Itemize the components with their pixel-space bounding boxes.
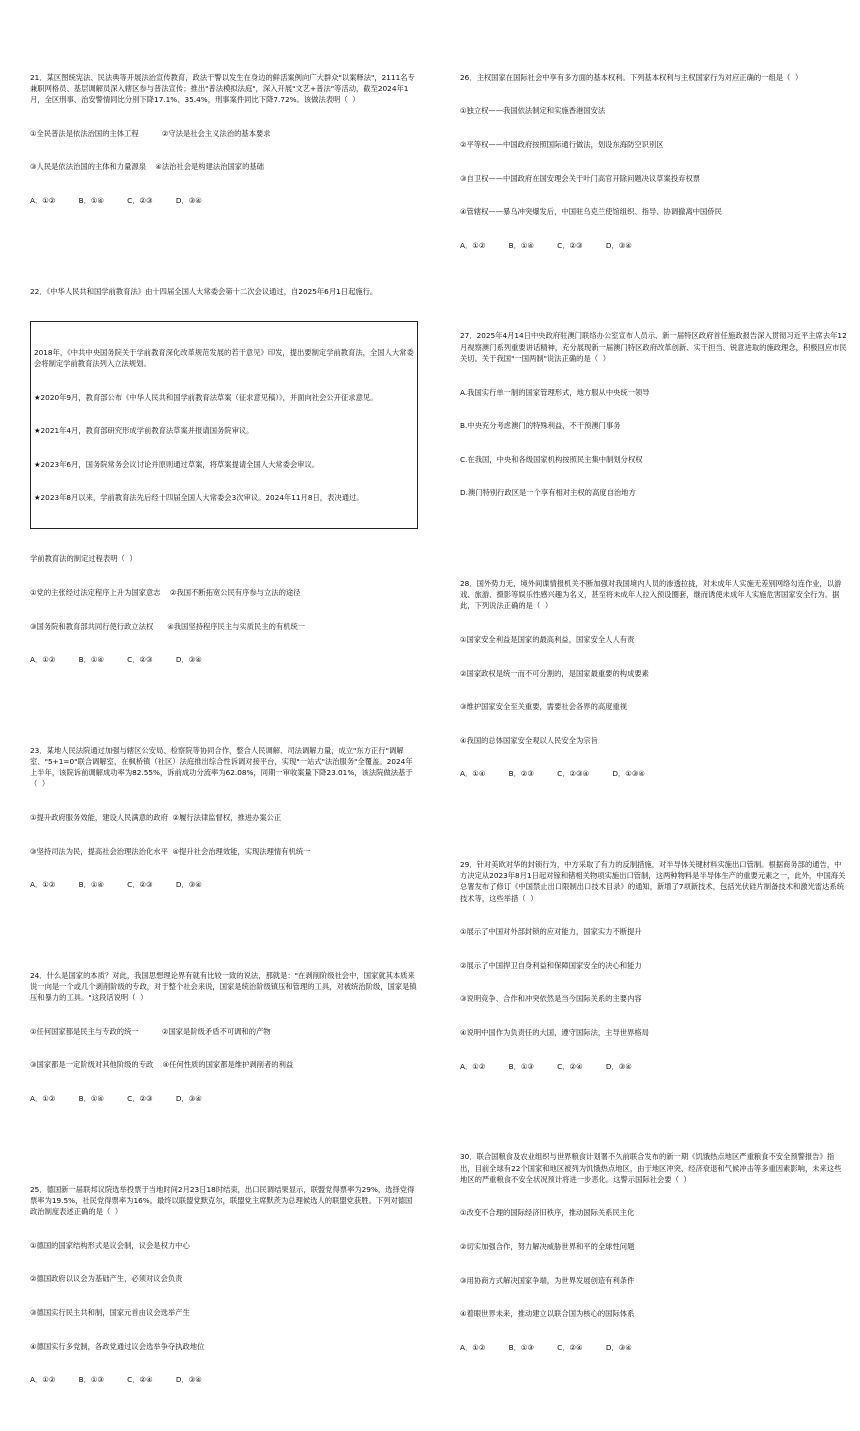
question-25-opt-4: ④德国实行多党制，各政党通过议会选举争夺执政地位 — [30, 1341, 205, 1351]
question-27-opt-b: B.中央充分考虑澳门的特殊利益，不干预澳门事务 — [460, 421, 621, 431]
question-26-opt-3: ③自卫权——中国政府在国安理会关于叶门高官开除问题决议草案投弃权票 — [460, 173, 701, 183]
question-29-opt-1: ①展示了中国对外部封锁的应对能力，国家实力不断提升 — [460, 927, 642, 937]
timeline-item: ★2021年4月，教育部研究形成学前教育法草案并报请国务院审议。 — [34, 426, 254, 436]
question-21-opts-line-2: ③人民是依法治国的主体和力量源泉 ④法治社会是构建法治国家的基础 — [30, 162, 264, 172]
right-column — [460, 27, 848, 1399]
question-24 — [30, 947, 418, 1126]
question-24-text: 24．什么是国家的本质？对此，我国思想理论界有就有比较一致的说法，那就是："在剥削阶级社会中，国家就其本质来说一向是一个或几个剥削阶级的专政，对于整个社会来说，国家是统治阶级镇压和管理的工具，对被统治阶级，国家是镇压和暴力的工具。"这段话说明（ ） — [30, 970, 417, 1003]
question-29-answers: A．①② B．①③ C．②④ D．③④ — [460, 1061, 632, 1071]
question-28-opt-3: ③维护国家安全至关重要，需要社会各界的高度重视 — [460, 702, 628, 712]
question-22-text: 22．《中华人民共和国学前教育法》由十四届全国人大常委会第十二次会议通过，自2025年6月1日起施行。 — [30, 286, 378, 296]
question-21 — [30, 49, 418, 228]
question-23-opts-line-2: ③坚持司法为民，提高社会治理法治化水平 ④提升社会治理效能，实现法理情有机统一 — [30, 846, 311, 856]
question-30-opt-3: ③用协商方式解决国家争端，为世界发展创造有利条件 — [460, 1275, 635, 1285]
question-25-text: 25．德国新一届联邦议院选举投票于当地时间2月23日18时结束，出口民调结果显示，联盟党得票率为29%，选择党得票率为19.5%，社民党得票率为16%。最终以联盟党默克尔，联盟党主席默茨为总理候选人的联盟党获胜。下列对德国政治制度表述正确的是（ ） — [30, 1184, 415, 1217]
question-29-opt-2: ②展示了中国捍卫自身利益和保障国家安全的决心和能力 — [460, 960, 642, 970]
timeline-item: ★2020年9月，教育部公布《中华人民共和国学前教育法草案（征求意见稿）》，并面向社会公开征求意见。 — [34, 392, 378, 402]
question-24-opts-line-1: ①任何国家都是民主与专政的统一 ②国家是阶级矛盾不可调和的产物 — [30, 1026, 271, 1036]
question-26 — [460, 49, 848, 273]
question-24-answers: A．①② B．①④ C．②③ D．③④ — [30, 1094, 202, 1104]
question-22-stem: 学前教育法的制定过程表明（ ） — [30, 554, 137, 564]
question-25-answers: A．①② B．①③ C．②④ D．③④ — [30, 1375, 202, 1385]
question-27-opt-d: D.澳门特别行政区是一个享有相对主权的高度自治地方 — [460, 488, 636, 498]
question-25-opt-3: ③德国实行民主共和制，国家元首由议会选举产生 — [30, 1307, 190, 1317]
question-23 — [30, 722, 418, 912]
question-30 — [460, 1129, 848, 1375]
question-22-opts-line-2: ③国务院和教育部共同行使行政立法权 ④我国坚持程序民主与实质民主的有机统一 — [30, 621, 306, 631]
question-29-opt-4: ④说明中国作为负责任的大国，遵守国际法，主导世界格局 — [460, 1028, 649, 1038]
question-30-text: 30．联合国粮食及农业组织与世界粮食计划署不久前联合发布的新一期《饥饿热点地区严重粮食不安全预警报告》指出，目前全球有22个国家和地区被列为饥饿热点地区，由于地区冲突、经济衰退和气候冲击等多重因素影响，未来这些地区的严重粮食不安全状况预计将进一步恶化。这警示国际社会要（ ） — [460, 1152, 842, 1184]
question-26-opt-2: ②平等权——中国政府按照国际通行做法，划设东海防空识别区 — [460, 140, 664, 150]
question-29-opt-3: ③说明竞争、合作和冲突依然是当今国际关系的主要内容 — [460, 994, 642, 1004]
question-21-answers: A．①② B．①④ C．②③ D．③④ — [30, 196, 202, 206]
column-divider — [430, 20, 431, 590]
question-27-text: 27．2025年4月14日中央政府驻澳门联络办公室宣布人员示、新一届特区政府首任施政报告深入贯彻习近平主席去年12月视察澳门系列重要讲话精神，充分展现新一届澳门特区政府改革创新、实干担当、锐意进取的施政理念，积极回应市民关切。关于我国"一国两制"说法正确的是（ ） — [460, 331, 847, 363]
question-30-opt-1: ①改变不合理的国际经济旧秩序，推动国际关系民主化 — [460, 1208, 635, 1218]
question-21-opts-line-1: ①全民普法是依法治国的主体工程 ②守法是社会主义法治的基本要求 — [30, 128, 271, 138]
question-27-opt-a: A.我国实行单一制的国家管理形式，地方服从中央统一领导 — [460, 387, 650, 397]
question-22-timeline-box — [30, 321, 418, 529]
question-26-opt-4: ④管辖权——暴乌冲突爆发后，中国驻乌克兰使馆组织、指导、协调撤离中国侨民 — [460, 207, 722, 217]
question-25-opt-1: ①德国的国家结构形式是议会制，议会是权力中心 — [30, 1240, 190, 1250]
question-23-opts-line-1: ①提升政府服务效能，建设人民满意的政府 ②履行法律监督权，推进办案公正 — [30, 813, 282, 823]
question-28-opt-2: ②国家政权是统一而不可分割的，是国家最重要的构成要素 — [460, 668, 649, 678]
question-24-opts-line-2: ③国家都是一定阶级对其他阶级的专政 ④任何性质的国家都是维护剥削者的利益 — [30, 1060, 294, 1070]
question-25-opt-2: ②德国政府以议会为基础产生，必须对议会负责 — [30, 1274, 183, 1284]
question-21-text: 21．某区图统宪法、民法典等开展法治宣传教育，政法干警以发生在身边的鲜活案例向广大群众"以案释法"，2111名专兼职网格员、基层调解员深入辖区参与普法宣传；推出"普法模拟法庭"，深入开展"文艺+普法"等活动，截至2024年1月，全区刑事、治安警情同比分别下降17.1%、35.4%，刑事案件同比下降7.72%。该做法表明（ ） — [30, 72, 415, 105]
question-29 — [460, 837, 848, 1095]
timeline-item: 2018年，《中共中央国务院关于学前教育深化改革规范发展的若干意见》印发，提出要制定学前教育法，全国人大常委会将制定学前教育法列入立法规划。 — [34, 347, 414, 368]
question-28-opt-1: ①国家安全利益是国家的最高利益，国家安全人人有责 — [460, 634, 635, 644]
question-23-text: 23．某地人民法院通过加强与辖区公安局、检察院等协同合作，整合人民调解、司法调解力量，成立"东方正行"调解室、"5+1=0"联合调解室，在枫桥镇（社区）法庭推出综合性诉调对接平台，实现"一站式"法治服务"全覆盖。2024年上半年，该院诉前调解成功率为82.55%，诉前成功分流率为62.08%，同期一审收案量下降23.01%，该法院做法基于（ ） — [30, 745, 413, 789]
left-column — [30, 27, 418, 1431]
question-30-opt-4: ④着眼世界未来，推动建立以联合国为核心的国际体系 — [460, 1309, 635, 1319]
timeline-item: ★2023年6月，国务院常务会议讨论并原则通过草案，将草案提请全国人大常委会审议。 — [34, 459, 320, 469]
question-28-text: 28．国外势力无，境外间谍情报机关不断加强对我国境内人员的渗透拉拢，对未成年人实施无差别网络勾连作业，以游戏、旅游、摄影等娱乐性感兴趣为名义，甚至将未成年人拉入预设圈套，继而诱使未成年人实施危害国家安全行为。据此，下列说法正确的是（ ） — [460, 578, 842, 611]
question-26-text: 26．主权国家在国际社会中享有多方面的基本权利。下列基本权利与主权国家行为对应正确的一组是（ ） — [460, 72, 803, 82]
question-30-opt-2: ②切实加强合作，努力解决威胁世界和平的全球性问题 — [460, 1241, 635, 1251]
question-25 — [30, 1161, 418, 1407]
question-23-answers: A．①② B．①④ C．②③ D．③④ — [30, 880, 202, 890]
question-22-opts-line-1: ①党的主张经过法定程序上升为国家意志 ②我国不断拓宽公民有序参与立法的途径 — [30, 587, 301, 597]
question-26-answers: A．①② B．①④ C．②③ D．③④ — [460, 240, 632, 250]
question-28-answers: A．①④ B．②③ C．②③④ D．①③④ — [460, 769, 645, 779]
question-28-opt-4: ④我国的总体国家安全观以人民安全为宗旨 — [460, 735, 598, 745]
question-22-answers: A．①② B．①④ C．②③ D．③④ — [30, 655, 202, 665]
question-27-opt-c: C.在我国，中央和各级国家机构按照民主集中制划分权权 — [460, 454, 643, 464]
question-26-opt-1: ①独立权——我国依法制定和实施香港国安法 — [460, 106, 606, 116]
question-29-text: 29．针对美欧对华的封锁行为，中方采取了有力的反制措施，对半导体关键材料实施出口管制。根据商务部的通告，中方决定从2023年8月1日起对镓和锗相关物项实施出口管制，这两种物料是半导体生产的重要元素之一，此外，中国海关总署发布了修订《中国禁止出口限制出口技术目录》的通知，新增了7项新技术，包括光伏硅片制备技术和激光雷达系统技术等，这些举措（ ） — [460, 860, 846, 903]
question-22 — [30, 263, 418, 688]
question-27 — [460, 308, 848, 521]
question-30-answers: A．①② B．①③ C．②④ D．③④ — [460, 1342, 632, 1352]
question-28 — [460, 556, 848, 802]
timeline-item: ★2023年8月以来，学前教育法先后经十四届全国人大常委会3次审议。2024年11月8日，表决通过。 — [34, 493, 364, 503]
